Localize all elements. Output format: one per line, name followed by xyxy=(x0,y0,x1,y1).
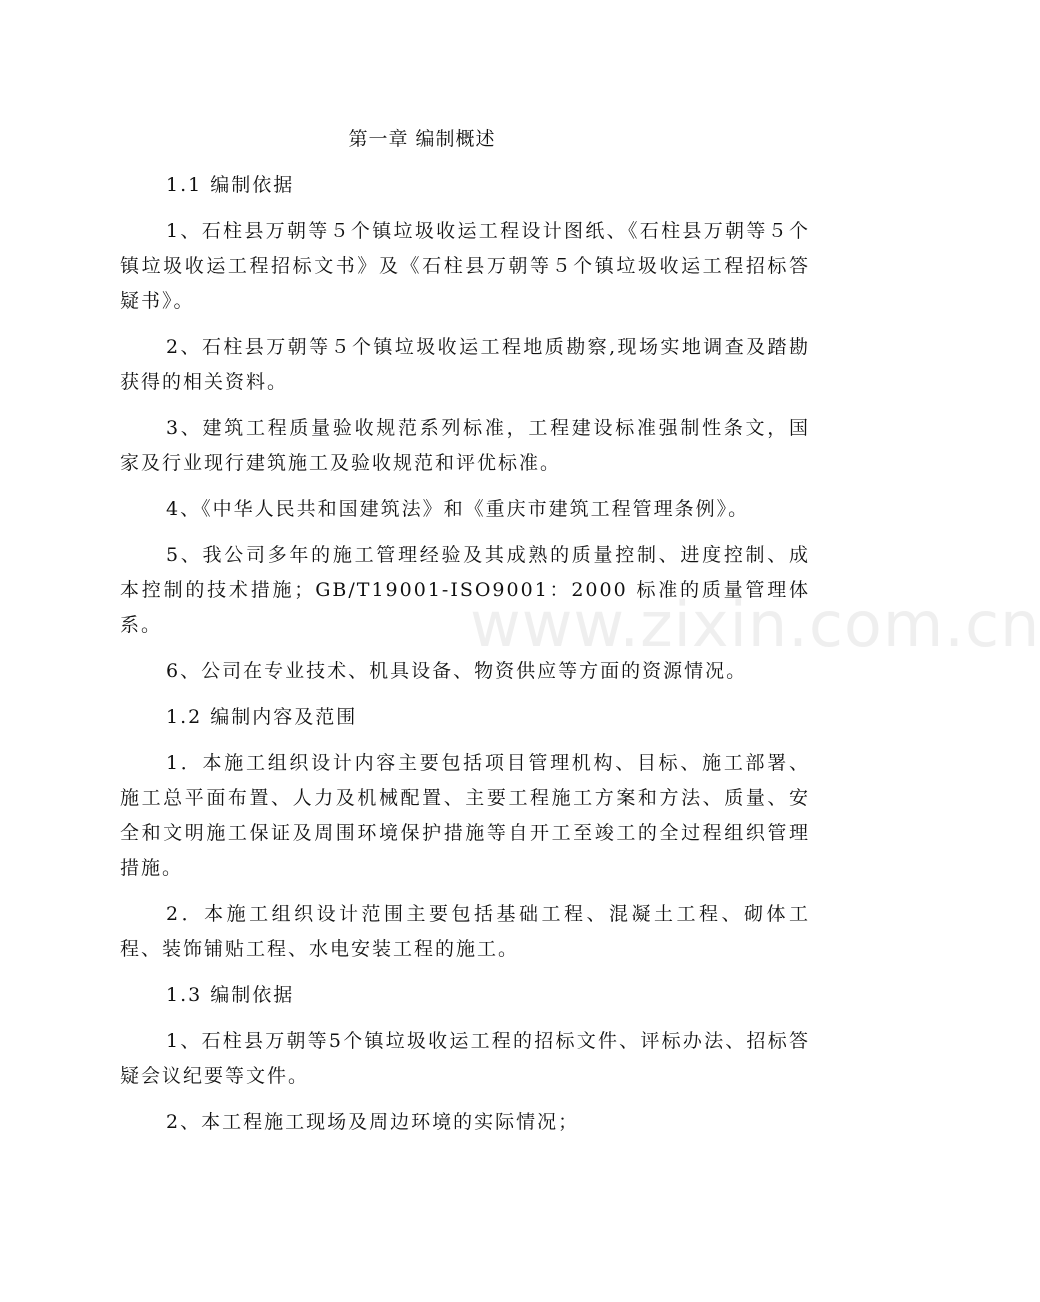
paragraph-basis-6: 6、公司在专业技术、机具设备、物资供应等方面的资源情况。 xyxy=(166,660,748,682)
section-heading-1-1: 1.1 编制依据 xyxy=(166,174,295,196)
paragraph-basis-1: 1、石柱县万朝等５个镇垃圾收运工程设计图纸、《石柱县万朝等５个镇垃圾收运工程招标文书》及《石柱县万朝等５个镇垃圾收运工程招标答疑书》。 xyxy=(120,220,810,312)
paragraph-basis-4: 4、《中华人民共和国建筑法》和《重庆市建筑工程管理条例》。 xyxy=(166,498,750,520)
section-heading-1-3: 1.3 编制依据 xyxy=(166,984,295,1006)
paragraph-scope-2: 2．本施工组织设计范围主要包括基础工程、混凝土工程、砌体工程、装饰铺贴工程、水电安装工程的施工。 xyxy=(120,903,810,960)
paragraph-basis-3: 3、建筑工程质量验收规范系列标准，工程建设标准强制性条文，国家及行业现行建筑施工及验收规范和评优标准。 xyxy=(120,417,810,474)
chapter-title: 第一章 编制概述 xyxy=(348,128,496,150)
watermark: www.zixin.com.cn xyxy=(470,588,1040,661)
section-heading-1-2: 1.2 编制内容及范围 xyxy=(166,706,358,728)
paragraph-scope-1: 1．本施工组织设计内容主要包括项目管理机构、目标、施工部署、施工总平面布置、人力及机械配置、主要工程施工方案和方法、质量、安全和文明施工保证及周围环境保护措施等自开工至竣工的全过程组织管理措施。 xyxy=(120,752,810,879)
paragraph-basis-b-1: 1、石柱县万朝等5个镇垃圾收运工程的招标文件、评标办法、招标答疑会议纪要等文件。 xyxy=(120,1030,810,1087)
paragraph-basis-2: 2、石柱县万朝等５个镇垃圾收运工程地质勘察,现场实地调查及踏勘获得的相关资料。 xyxy=(120,336,810,393)
paragraph-basis-5: 5、我公司多年的施工管理经验及其成熟的质量控制、进度控制、成本控制的技术措施；GB/T19001-ISO9001：2000 标准的质量管理体系。 xyxy=(120,544,810,636)
paragraph-basis-b-2: 2、本工程施工现场及周边环境的实际情况； xyxy=(166,1111,580,1133)
document-body xyxy=(120,168,810,1151)
